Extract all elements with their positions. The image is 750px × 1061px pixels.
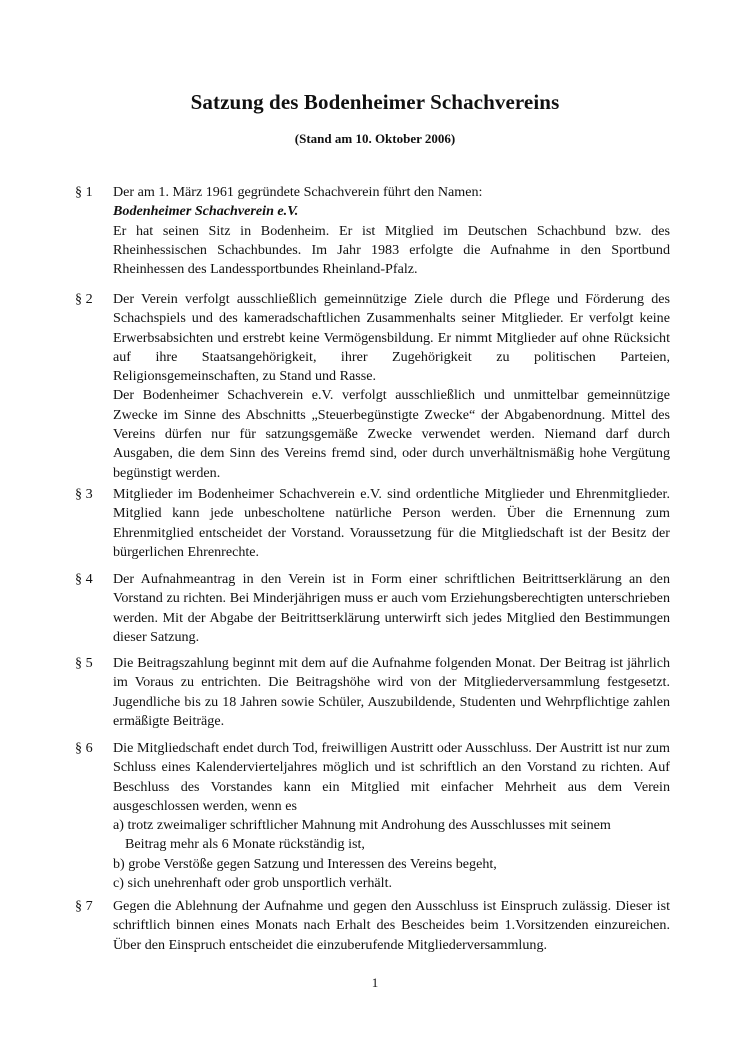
section-body <box>113 485 670 562</box>
section-5 <box>75 654 670 731</box>
section-4 <box>75 570 670 647</box>
section-2 <box>75 290 670 483</box>
section-body <box>113 897 670 955</box>
list-item-b: b) grobe Verstöße gegen Satzung und Interessen des Vereins begeht, <box>113 855 497 872</box>
section-body <box>113 290 670 483</box>
section-body <box>113 654 670 731</box>
document-subtitle: (Stand am 10. Oktober 2006) <box>294 131 456 146</box>
section-text: Der Verein verfolgt ausschließlich gemeinnützige Ziele durch die Pflege und Förderung des Schachspiels und des kameradschaftlichen Zusammenhalts seiner Mitglieder. Er verfolgt keine Erwerbsabsichten und erstrebt keine Vermögensbildung. Er nimmt Mitglieder auf ohne Rücksicht auf ihre Staatsangehörigkeit, ihrer Zugehörigkeit zu politischen Parteien, Religionsgemeinschaften, zu Stand und Rasse. <box>113 291 670 385</box>
list-item-c: c) sich unehrenhaft oder grob unsportlich verhält. <box>113 875 393 892</box>
section-text: Der Aufnahmeantrag in den Verein ist in Form einer schriftlichen Beitrittserklärung an den Vorstand zu richten. Bei Minderjährigen muss er auch vom Erziehungsberechtigten unterschrieben werden. Mit der Abgabe der Beitrittserklärung unterwirft sich jedes Mitglied den Bestimmungen dieser Satzung. <box>113 571 670 645</box>
section-number: § 1 <box>75 184 93 200</box>
section-number: § 2 <box>75 291 93 307</box>
club-name: Bodenheimer Schachverein e.V. <box>113 203 299 220</box>
section-text: Er hat seinen Sitz in Bodenheim. Er ist Mitglied im Deutschen Schachbund bzw. des Rheinhessischen Schachbundes. Im Jahr 1983 erfolgte die Aufnahme in den Sportbund Rheinhessen des Landessportbundes Rheinland-Pfalz. <box>113 222 670 278</box>
section-text: Der Bodenheimer Schachverein e.V. verfolgt ausschließlich und unmittelbar gemeinnützige Zwecke im Sinne des Abschnitts „Steuerbegünstigte Zwecke“ der Abgabenordnung. Mittel des Vereins dürfen nur für satzungsgemäße Zwecke verwendet werden. Niemand darf durch Ausgaben, die dem Sinn des Vereins fremd sind, oder durch unverhältnismäßig hohe Vergütung begünstigt werden. <box>113 387 670 481</box>
document-title: Satzung des Bodenheimer Schachvereins <box>190 90 560 114</box>
section-number: § 6 <box>75 740 93 756</box>
section-7 <box>75 897 670 955</box>
list-item-a-continued: Beitrag mehr als 6 Monate rückständig ist, <box>125 836 365 853</box>
section-number: § 7 <box>75 898 93 914</box>
section-body <box>113 570 670 647</box>
section-text: Die Mitgliedschaft endet durch Tod, freiwilligen Austritt oder Ausschluss. Der Austritt ist nur zum Schluss eines Kalendervierteljahres möglich und ist schriftlich an den Vorstand zu richten. Auf Beschluss des Vorstandes kann ein Mitglied mit einfacher Mehrheit aus dem Verein ausgeschlossen werden, wenn es <box>113 740 670 814</box>
section-6 <box>75 739 670 893</box>
section-number: § 3 <box>75 486 93 502</box>
section-3 <box>75 485 670 562</box>
section-text: Der am 1. März 1961 gegründete Schachverein führt den Namen: <box>113 184 483 200</box>
section-text: Mitglieder im Bodenheimer Schachverein e.V. sind ordentliche Mitglieder und Ehrenmitglieder. Mitglied kann jede unbescholtene natürliche Person werden. Über die Ernennung zum Ehrenmitglied entscheidet der Vorstand. Voraussetzung für die Mitgliedschaft ist der Besitz der bürgerlichen Ehrenrechte. <box>113 486 670 560</box>
section-text: Die Beitragszahlung beginnt mit dem auf die Aufnahme folgenden Monat. Der Beitrag ist jährlich im Voraus zu entrichten. Die Beitragshöhe wird von der Mitgliederversammlung festgesetzt. Jugendliche bis zu 18 Jahren sowie Schüler, Auszubildende, Studenten und Wehrpflichtige zahlen ermäßigte Beiträge. <box>113 655 670 729</box>
section-number: § 4 <box>75 571 93 587</box>
section-number: § 5 <box>75 655 93 671</box>
section-text: Gegen die Ablehnung der Aufnahme und gegen den Ausschluss ist Einspruch zulässig. Dieser ist schriftlich binnen eines Monats nach Erhalt des Bescheides beim 1.Vorsitzenden einzureichen. Über den Einspruch entscheidet die einzuberufende Mitgliederversammlung. <box>113 898 670 953</box>
page-number: 1 <box>371 975 379 990</box>
section-body <box>113 183 670 279</box>
list-item-a: a) trotz zweimaliger schriftlicher Mahnung mit Androhung des Ausschlusses mit seinem <box>113 817 611 834</box>
section-body <box>113 739 670 893</box>
section-1 <box>75 183 670 279</box>
